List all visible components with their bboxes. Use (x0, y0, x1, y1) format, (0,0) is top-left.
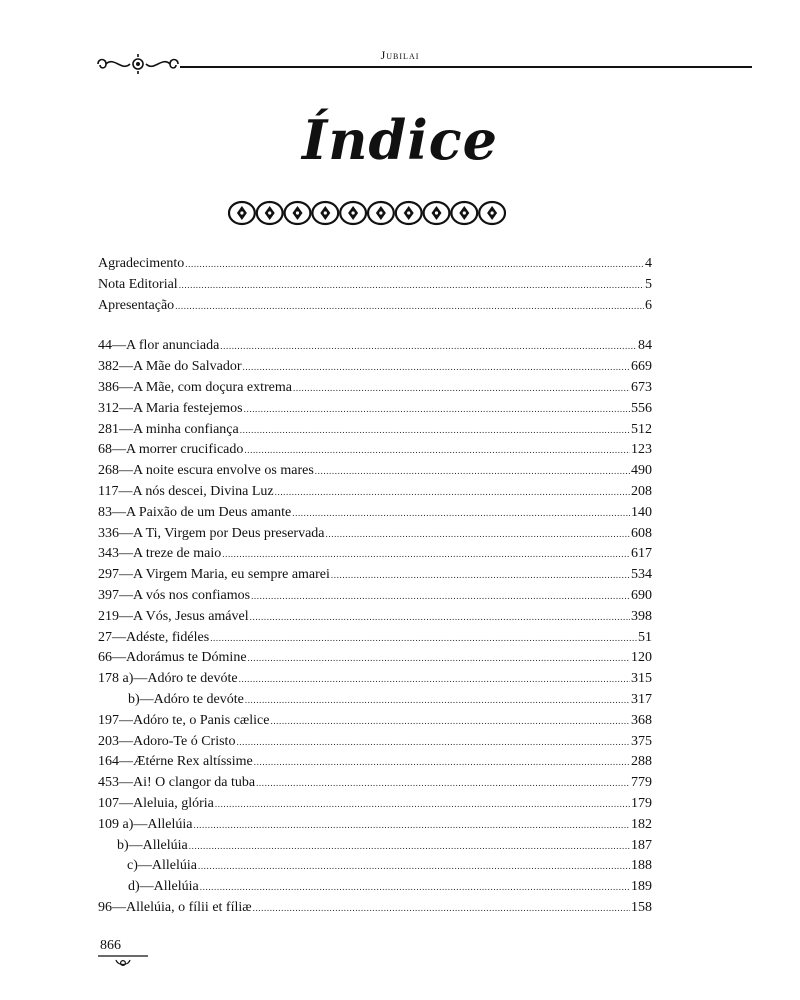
header-rule (180, 66, 752, 68)
floral-band-unit (424, 202, 450, 224)
floral-band-unit (479, 202, 505, 224)
list-item: 453—Ai! O clangor da tuba ..... 779 (98, 773, 652, 794)
list-item: 96—Allelúia, o fílii et fíliæ ..... 158 (98, 898, 652, 919)
floral-band-icon (228, 198, 506, 228)
list-item: 83—A Paixão de um Deus amante ..... 140 (98, 503, 652, 524)
floral-band-unit (396, 202, 422, 224)
list-item: b)—Adóro te devóte ..... 317 (98, 690, 652, 711)
list-item: 336—A Ti, Virgem por Deus preservada ..... 608 (98, 524, 652, 545)
list-item: Agradecimento ..... 4 (98, 254, 652, 275)
list-item: 164—Ætérne Rex altíssime ..... 288 (98, 752, 652, 773)
list-item: 397—A vós nos confiamos ..... 690 (98, 586, 652, 607)
table-of-contents (98, 254, 652, 919)
list-item: 178 a)—Adóro te devóte ..... 315 (98, 669, 652, 690)
list-item: 312—A Maria festejemos ..... 556 (98, 399, 652, 420)
list-item: Apresentação ..... 6 (98, 296, 652, 317)
floral-band-unit (312, 202, 338, 224)
floral-band-unit (285, 202, 311, 224)
list-item: 27—Adéste, fidéles ..... 51 (98, 628, 652, 649)
list-item: 197—Adóro te, o Panis cælice ..... 368 (98, 711, 652, 732)
list-item: b)—Allelúia ..... 187 (98, 836, 652, 857)
list-item: 66—Adorámus te Dómine ..... 120 (98, 648, 652, 669)
list-item: Nota Editorial ..... 5 (98, 275, 652, 296)
list-item: 386—A Mãe, com doçura extrema ..... 673 (98, 378, 652, 399)
list-item: 107—Aleluia, glória ..... 179 (98, 794, 652, 815)
floral-band-unit (451, 202, 477, 224)
scroll-flourish-icon (92, 54, 184, 74)
list-item: 68—A morrer crucificado ..... 123 (98, 440, 652, 461)
list-item: d)—Allelúia ..... 189 (98, 877, 652, 898)
floral-band-unit (340, 202, 366, 224)
floral-band-unit (368, 202, 394, 224)
list-item: c)—Allelúia ..... 188 (98, 856, 652, 877)
list-item: 343—A treze de maio ..... 617 (98, 544, 652, 565)
list-item: 297—A Virgem Maria, eu sempre amarei ..... 534 (98, 565, 652, 586)
list-item: 268—A noite escura envolve os mares ..... 490 (98, 461, 652, 482)
list-item: 109 a)—Allelúia ..... 182 (98, 815, 652, 836)
list-item: 281—A minha confiança ..... 512 (98, 420, 652, 441)
floral-band-unit (257, 202, 283, 224)
list-item: 382—A Mãe do Salvador ..... 669 (98, 357, 652, 378)
page-title: Índice (301, 108, 499, 172)
page-number: 866 (100, 938, 121, 953)
list-item: 44—A flor anunciada ..... 84 (98, 336, 652, 357)
list-item: 203—Adoro-Te ó Cristo ..... 375 (98, 732, 652, 753)
front-matter-list (98, 254, 652, 316)
small-flourish-icon (96, 952, 150, 968)
floral-band-unit (229, 202, 255, 224)
running-head: Jubilai (380, 48, 420, 62)
hymn-entry-list (98, 336, 652, 918)
list-item: 219—A Vós, Jesus amável ..... 398 (98, 607, 652, 628)
list-item: 117—A nós descei, Divina Luz ..... 208 (98, 482, 652, 503)
